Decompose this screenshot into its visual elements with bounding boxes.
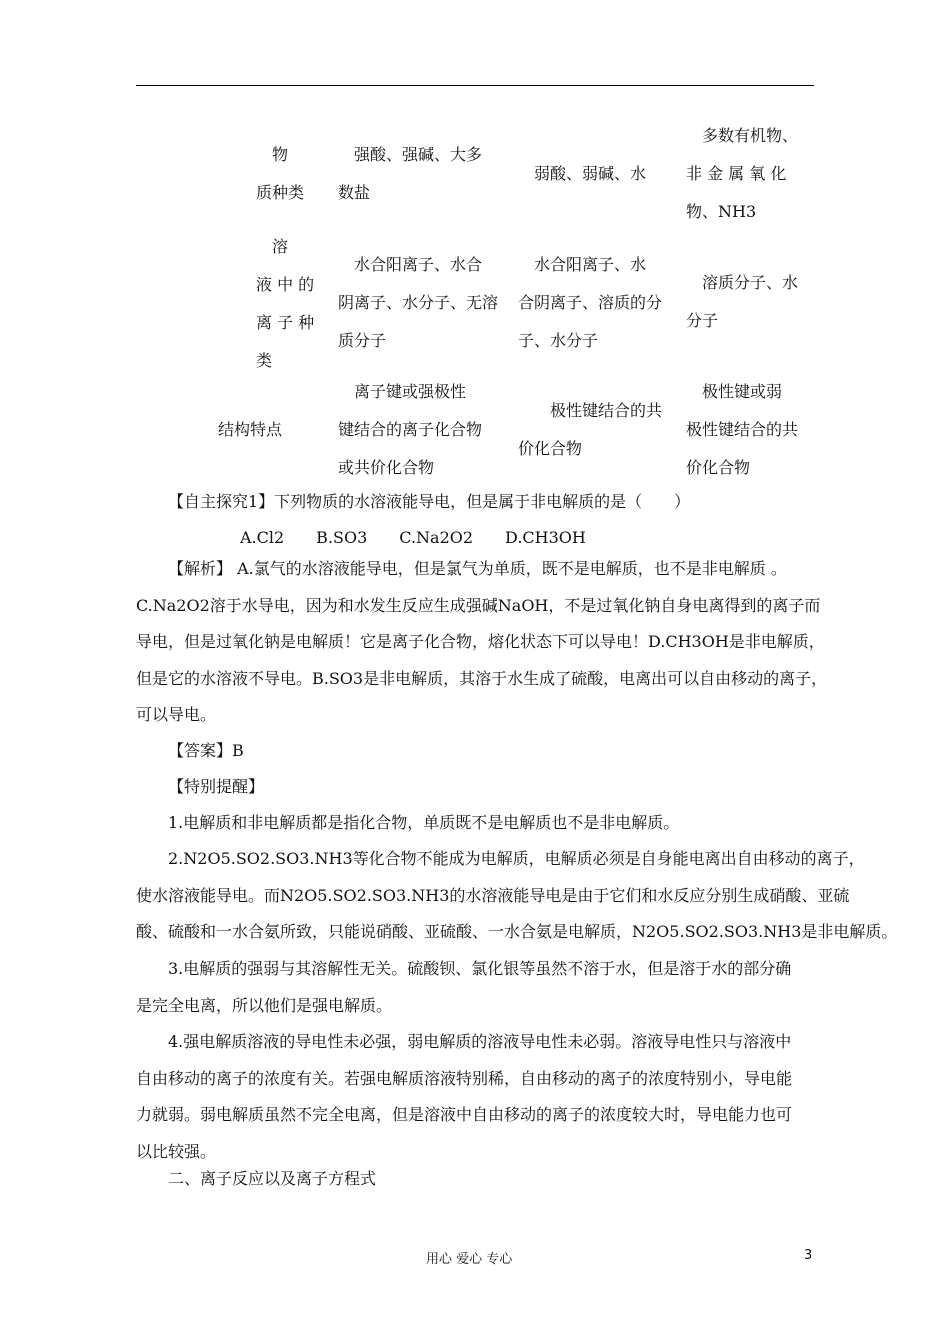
cell-strong-ions: 水合阳离子、水合 阴离子、水分子、无溶 质分子 [338,255,499,350]
tip-4: 4.强电解质溶液的导电性未必强，弱电解质的溶液导电性未必弱。溶液导电性只与溶液中 自由移动的离子的浓度有关。若强电解质溶液特别稀，自由移动的离子的浓度特别小，导电能 力就弱。弱电解质虽然不完全电离，但是溶液中自由移动的离子的浓度较大时，导电能力也可 以比较强。 [136,1032,793,1161]
tip-1: 1.电解质和非电解质都是指化合物，单质既不是电解质也不是非电解质。 [168,813,680,832]
answer: 【答案】B [168,741,244,760]
header-rule [136,85,814,86]
cell-non-substance: 多数有机物、 非 金 属 氧 化 物、NH3 [686,126,799,221]
question-1: 【自主探究1】下列物质的水溶液能导电，但是属于非电解质的是（ ） [168,492,691,511]
cell-strong-structure: 离子键或强极性 键结合的离子化合物 或共价化合物 [338,382,483,477]
analysis-paragraph: 【解析】 A.氯气的水溶液能导电，但是氯气为单质，既不是电解质，也不是非电解质 。 C.Na2O2溶于水导电，因为和水发生反应生成强碱NaOH，不是过氧化钠自身电离得到的离子而 导电，但是过氧化钠是电解质！它是离子化合物，熔化状态下可以导电！D.CH3OH是非电解质， 但是它的水溶液不导电。B.SO3是非电解质，其溶于水生成了硫酸，电离出可以自由移动的离子， 可以导电。 [136,559,828,724]
cell-weak-substance: 弱酸、弱碱、水 [518,164,647,183]
cell-strong-substance: 强酸、强碱、大多 数盐 [338,145,483,202]
cell-weak-structure: 极性键结合的共 价化合物 [518,401,663,458]
cell-non-ions: 溶质分子、水 分子 [686,273,799,330]
tip-2: 2.N2O5.SO2.SO3.NH3等化合物不能成为电解质，电解质必须是自身能电离出自由移动的离子， 使水溶液能导电。而N2O5.SO2.SO3.NH3的水溶液能导电是由于它们和水反应分别生成硝酸、亚硫 酸、硫酸和一水合氨所致，只能说硝酸、亚硫酸、一水合氨是电解质，N2O5.SO2.SO3.NH3是非电解质。 [136,849,898,941]
cell-weak-ions: 水合阳离子、水 合阴离子、溶质的分 子、水分子 [518,255,663,350]
question-1-options: A.Cl2 B.SO3 C.Na2O2 D.CH3OH [240,528,586,547]
row-label-substance-type: 物 质种类 [256,145,305,202]
cell-non-structure: 极性键或弱 极性键结合的共 价化合物 [686,382,799,477]
row-label-ion-types: 溶 液 中 的 离 子 种 类 [256,237,315,370]
section-heading-2: 二、离子反应以及离子方程式 [168,1169,377,1188]
footer-slogan: 用心 爱心 专心 [426,1252,513,1267]
tip-3: 3.电解质的强弱与其溶解性无关。硫酸钡、氯化银等虽然不溶于水，但是溶于水的部分确 是完全电离，所以他们是强电解质。 [136,959,792,1015]
row-label-structure: 结构特点 [218,420,283,439]
tips-title: 【特别提醒】 [168,777,265,796]
page-number: 3 [804,1248,813,1263]
